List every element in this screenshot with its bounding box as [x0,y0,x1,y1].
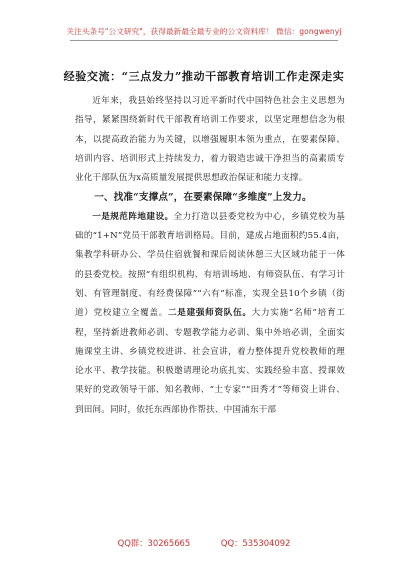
point-1-text: 全力打造以县委党校为中心，乡镇党校为基础的“1+N”党员干部教育培训格局。目前，建成占地面积约55.4亩，集教学科研办公、学员住宿就餐和课后阅读休憩三大区域功能于一体的县委党校。按照“有组织机构、有培训场地、有师资队伍、有学习计划、有管理制度、有经费保障”“六有”标准，实现全县10个乡镇（街道）党校建立全覆盖。 [75,211,345,319]
intro-paragraph: 近年来，我县始终坚持以习近平新时代中国特色社会主义思想为指导，紧紧围绕新时代干部教育培训工作要求，以坚定理想信念为根本，以提高政治能力为关键，以增强履职本领为重点，在要素保障、培训内容、培训形式上持续发力，着力锻造忠诚干净担当的高素质专业化干部队伍为x高质量发展提供思想政治保证和能力支撑。 [75,96,345,184]
header-divider [70,40,338,41]
document-title: 经验交流：“三点发力”推动干部教育培训工作走深走实 [63,70,345,83]
header-banner: 关注头条号"公文研究"，获得最新最全最专业的公文资料库！ 微信：gongwenyj [66,27,342,36]
section-heading-1: 一、找准“支撑点”，在要素保障“多维度”上发力。 [94,192,312,204]
footer-qq: QQ：535304092 [220,538,291,548]
point-2-title: 二是建强师资队伍。 [167,308,252,319]
document-body [75,92,345,420]
point-1-title: 一是规范阵地建设。 [92,211,174,222]
point-2-text: 大力实施“名师”培育工程，坚持新进教师必训、专题教学能力必训、集中外培必训，全面实施课堂主讲、乡镇党校进讲、社会宣讲，着力整体提升党校教师的理论水平、教学技能。积极邀请理论功底扎实、实践经验丰富、授课效果好的党政领导干部、知名教师、“土专家”“田秀才”等师资上讲台、到田间。同时，依托东西部协作帮扶、中国浦东干部 [75,308,345,415]
footer-qq-group: QQ群：30265665 [117,538,191,548]
footer-contact [0,537,408,549]
section-1-paragraph [75,208,345,420]
